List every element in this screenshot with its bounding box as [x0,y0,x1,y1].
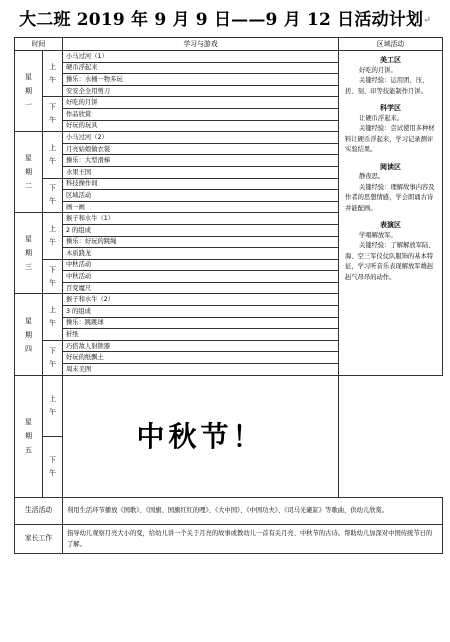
day-label: 星 期 四 [15,294,43,375]
area-key-experience: 关键经验：理解故事内容及作者的思想情感，学会朗诵古诗并能配画。 [345,183,435,212]
activity-cell: 操乐：跳跳球 [63,317,339,329]
header-area: 区域活动 [339,38,443,51]
table-row [15,51,443,63]
life-activities-text: 利用生活环节播放《国歌》、《国旗、国旗红红的哩》、《大中国》、《中国功夫》、《司马光砸缸》等歌曲，供幼儿欣赏。 [63,497,443,524]
header-row [15,38,443,51]
activity-cell: 科技操作间 [63,178,339,190]
friday-row-am [15,375,443,436]
area-block [345,220,436,283]
area-key-experience: 关键经验：运用团、压、搓、刻、印等技能制作月饼。 [345,77,429,95]
activity-cell: 巧搭敌人射锁器 [63,340,339,352]
area-goal: 让硬币浮起来。 [359,114,404,122]
activity-cell: 小马过河（2） [63,132,339,144]
segment-label-pm: 下 午 [43,178,63,213]
activity-cell: 作品欣赏 [63,108,339,120]
activity-cell: 操乐：大型滑梯 [63,155,339,167]
segment-label-pm: 下 午 [43,340,63,375]
header-time: 时间 [15,38,63,51]
activity-cell: 操乐：好玩的跳绳 [63,236,339,248]
activity-cell: 小马过河（1） [63,51,339,63]
activity-cell: 木质跷龙 [63,248,339,260]
area-block [345,162,436,215]
activity-cell: 好玩的纸飘土 [63,352,339,364]
activity-cell: 猴子和水牛（1） [63,213,339,225]
activity-cell: 区域活动 [63,190,339,202]
day-label: 星 期 一 [15,51,43,132]
activity-cell: 中秋活动 [63,259,339,271]
segment-label-am: 上 午 [43,294,63,340]
header-learning: 学习与游戏 [63,38,339,51]
activity-cell: 操乐：水桶一物多玩 [63,74,339,86]
activity-cell: 安安全全用剪刀 [63,85,339,97]
segment-label-pm: 下 午 [43,436,63,497]
page-title: 大二班 2019 年 9 月 9 日——9 月 12 日活动计划↵ [19,10,431,30]
area-key-experience: 关键经验：尝试使用多种材料让硬币浮起来，学习记录测评实验结果。 [345,125,435,153]
segment-label-am: 上 午 [43,375,63,436]
activity-cell: 折纸 [63,329,339,341]
segment-label-am: 上 午 [43,132,63,178]
activity-cell: 周末美图 [63,364,339,376]
parent-work-label: 家长工作 [15,524,63,553]
segment-label-pm: 下 午 [43,97,63,132]
activity-cell: 画一画 [63,201,339,213]
schedule-table [14,37,443,554]
activity-cell: 百变魔尺 [63,282,339,294]
activity-cell: 月亮姑娘做衣裳 [63,143,339,155]
activity-cell: 2 的组成 [63,224,339,236]
holiday-banner: 中秋节！ [63,375,339,497]
activity-cell: 水果王国 [63,166,339,178]
life-activities-label: 生活活动 [15,497,63,524]
activity-cell: 猴子和水牛（2） [63,294,339,306]
area-block [345,103,436,156]
parent-work-row [15,524,443,553]
day-label: 星 期 五 [15,375,43,497]
activity-cell: 硬币浮起来 [63,62,339,74]
parent-work-text: 指导幼儿观察月亮大小的变，给幼儿讲一个关于月亮的故事或教幼儿一首有关月亮、中秋节的古诗。帮助幼儿加深对中国传统节日的了解。 [63,524,443,553]
day-label: 星 期 三 [15,213,43,294]
activity-cell: 好吃的月饼 [63,97,339,109]
life-activities-row [15,497,443,524]
activity-cell: 好玩的玩具 [63,120,339,132]
area-activities-cell [339,51,443,376]
area-title: 美工区 [380,56,402,64]
area-goal: 静夜思。 [359,173,385,180]
segment-label-pm: 下 午 [43,259,63,294]
activity-cell: 中秋活动 [63,271,339,283]
area-block [345,55,436,97]
area-key-experience: 关键经验：了解解放军陆、海、空三军仪仗队服饰的基本特征，学习听音乐表现解放军雄赳赳气昂昂的动作。 [345,242,435,281]
area-goal: 学唱解放军。 [359,231,397,239]
activity-cell: 3 的组成 [63,306,339,318]
segment-label-am: 上 午 [43,213,63,259]
area-title: 阅读区 [380,162,402,171]
area-goal: 好吃的月饼。 [359,66,397,74]
area-title: 科学区 [380,104,402,112]
segment-label-am: 上 午 [43,51,63,97]
area-title: 表演区 [380,221,402,229]
day-label: 星 期 二 [15,132,43,213]
